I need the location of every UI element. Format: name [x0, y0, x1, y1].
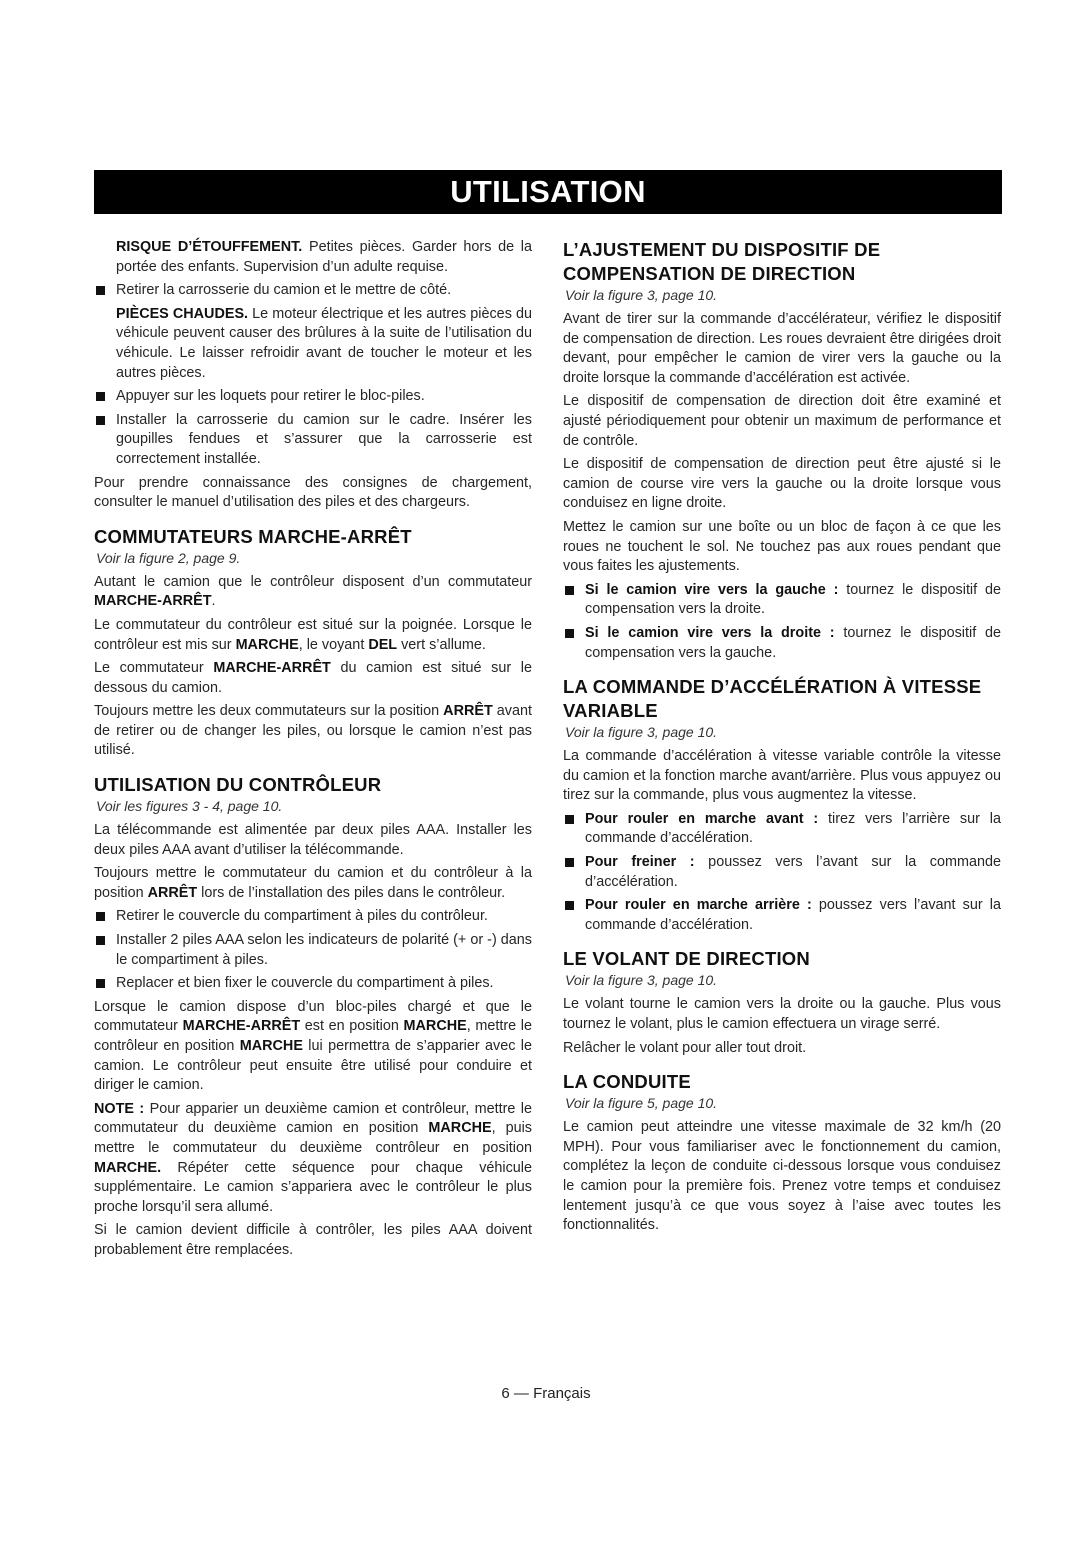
list-item: Retirer la carrosserie du camion et le mettre de côté.: [94, 281, 532, 301]
section-banner: UTILISATION: [94, 170, 1002, 214]
paragraph: Autant le camion que le contrôleur disposent d’un commutateur MARCHE-ARRÊT.: [94, 573, 532, 610]
hot-parts-warning: PIÈCES CHAUDES. Le moteur électrique et les autres pièces du véhicule peuvent causer des brûlures à la suite de l’utilisation du véhicule. Le laisser refroidir avant de toucher le moteur et les autres pièces.: [116, 305, 532, 381]
heading-controller: UTILISATION DU CONTRÔLEUR: [94, 774, 382, 796]
paragraph: Toujours mettre les deux commutateurs sur la position ARRÊT avant de retirer ou de changer les piles, ou lorsque le camion n’est pas utilisé.: [94, 703, 533, 759]
list-item: Appuyer sur les loquets pour retirer le bloc-piles.: [94, 387, 532, 407]
figure-reference: Voir la figure 3, page 10.: [565, 724, 718, 741]
heading-steering-wheel: LE VOLANT DE DIRECTION: [563, 948, 810, 970]
paragraph: Toujours mettre le commutateur du camion et du contrôleur à la position ARRÊT lors de l’installation des piles dans le contrôleur.: [94, 865, 532, 901]
paragraph: La télécommande est alimentée par deux piles AAA. Installer les deux piles AAA avant d’utiliser la télécommande.: [94, 822, 532, 858]
heading-driving: LA CONDUITE: [563, 1071, 691, 1093]
list-item: Pour rouler en marche avant : tirez vers l’arrière sur la commande d’accélération.: [563, 810, 1001, 849]
left-column: [94, 238, 532, 1265]
page-footer: 6 — Français: [501, 1385, 591, 1402]
list-item: Si le camion vire vers la droite : tournez le dispositif de compensation vers la gauche.: [563, 624, 1001, 663]
list-item: Pour freiner : poussez vers l’avant sur la commande d’accélération.: [563, 853, 1001, 892]
right-column: [563, 238, 1001, 1240]
paragraph: Le camion peut atteindre une vitesse maximale de 32 km/h (20 MPH). Pour vous familiariser avec le fonctionnement du camion, complétez la leçon de conduite ci-dessous lorsque vous conduisez le camion pour la première fois. Prenez votre temps et conduisez lentement jusqu’à ce que vous soyez à l’aise avec toutes les fonctionnalités.: [563, 1119, 1001, 1234]
figure-reference: Voir la figure 3, page 10.: [565, 287, 718, 303]
bullet-square-icon: [565, 901, 574, 910]
figure-reference: Voir la figure 5, page 10.: [565, 1095, 718, 1112]
paragraph: Si le camion devient difficile à contrôler, les piles AAA doivent probablement être remplacées.: [94, 1222, 532, 1258]
paragraph: La commande d’accélération à vitesse variable contrôle la vitesse du camion et la fonction marche avant/arrière. Plus vous appuyez ou tirez sur la commande, plus vous augmentez la vitesse.: [563, 748, 1001, 804]
choking-warning: RISQUE D’ÉTOUFFEMENT. Petites pièces. Garder hors de la portée des enfants. Supervision d’un adulte requise.: [116, 239, 532, 275]
bullet-square-icon: [96, 286, 105, 295]
bullet-square-icon: [565, 586, 574, 595]
paragraph: Mettez le camion sur une boîte ou un bloc de façon à ce que les roues ne touchent le sol. Ne touchez pas aux roues pendant que vous faites les ajustements.: [563, 518, 1001, 575]
paragraph: Relâcher le volant pour aller tout droit.: [563, 1039, 807, 1056]
bullet-square-icon: [96, 936, 105, 945]
paragraph: Le volant tourne le camion vers la droite ou la gauche. Plus vous tournez le volant, plus le camion effectuera un virage serré.: [563, 996, 1001, 1033]
paragraph: Le dispositif de compensation de direction peut être ajusté si le camion de course vire vers la gauche ou la droite lorsque vous conduisez en ligne droite.: [563, 456, 1001, 512]
paragraph: Avant de tirer sur la commande d’accélérateur, vérifiez le dispositif de compensation de direction. Les roues devraient être dirigées droit devant, pour empêcher le camion de virer vers la gauche ou la droite lorsque la commande d’accélération est activée.: [563, 311, 1001, 386]
bullet-square-icon: [565, 629, 574, 638]
heading-switches: COMMUTATEURS MARCHE-ARRÊT: [94, 525, 412, 547]
bullet-square-icon: [96, 912, 105, 921]
bullet-square-icon: [565, 858, 574, 867]
note-paragraph: NOTE : Pour apparier un deuxième camion et contrôleur, mettre le commutateur du deuxième camion en position MARCHE, puis mettre le commutateur du deuxième contrôleur en position MARCHE. Répéter cette séquence pour chaque véhicule supplémentaire. Le camion s’appariera avec le contrôleur le plus proche lorsqu’il sera allumé.: [94, 1100, 533, 1215]
paragraph: Lorsque le camion dispose d’un bloc-piles chargé et que le commutateur MARCHE-ARRÊT est en position MARCHE, mettre le contrôleur en position MARCHE lui permettra de s’apparier avec le camion. Le contrôleur peut ensuite être utilisé pour conduire et diriger le camion.: [94, 998, 532, 1094]
paragraph: Le commutateur MARCHE-ARRÊT du camion est situé sur le dessous du camion.: [94, 660, 532, 696]
bullet-square-icon: [565, 815, 574, 824]
bullet-square-icon: [96, 416, 105, 425]
paragraph: Pour prendre connaissance des consignes de chargement, consulter le manuel d’utilisation des piles et des chargeurs.: [94, 474, 532, 511]
list-item: Replacer et bien fixer le couvercle du compartiment à piles.: [94, 974, 532, 994]
paragraph: Le dispositif de compensation de direction doit être examiné et ajusté périodiquement pour obtenir un maximum de performance et de contrôle.: [563, 393, 1001, 449]
list-item: Installer la carrosserie du camion sur le cadre. Insérer les goupilles fendues et s’assurer que la carrosserie est correctement installée.: [94, 411, 532, 470]
heading-throttle: LA COMMANDE D’ACCÉLÉRATION À VITESSE VARIABLE: [563, 676, 982, 722]
bullet-square-icon: [96, 979, 105, 988]
bullet-square-icon: [96, 392, 105, 401]
heading-steering-trim: L’AJUSTEMENT DU DISPOSITIF DE COMPENSATION DE DIRECTION: [563, 239, 881, 284]
list-item: Pour rouler en marche arrière : poussez vers l’avant sur la commande d’accélération.: [563, 896, 1001, 935]
list-item: Si le camion vire vers la gauche : tournez le dispositif de compensation vers la droite.: [563, 581, 1001, 620]
figure-reference: Voir la figure 2, page 9.: [96, 549, 241, 566]
list-item: Retirer le couvercle du compartiment à piles du contrôleur.: [94, 907, 532, 927]
paragraph: Le commutateur du contrôleur est situé sur la poignée. Lorsque le contrôleur est mis sur MARCHE, le voyant DEL vert s’allume.: [94, 616, 532, 653]
list-item: Installer 2 piles AAA selon les indicateurs de polarité (+ or -) dans le compartiment à piles.: [94, 931, 532, 970]
figure-reference: Voir les figures 3 - 4, page 10.: [96, 798, 283, 815]
figure-reference: Voir la figure 3, page 10.: [565, 972, 718, 989]
